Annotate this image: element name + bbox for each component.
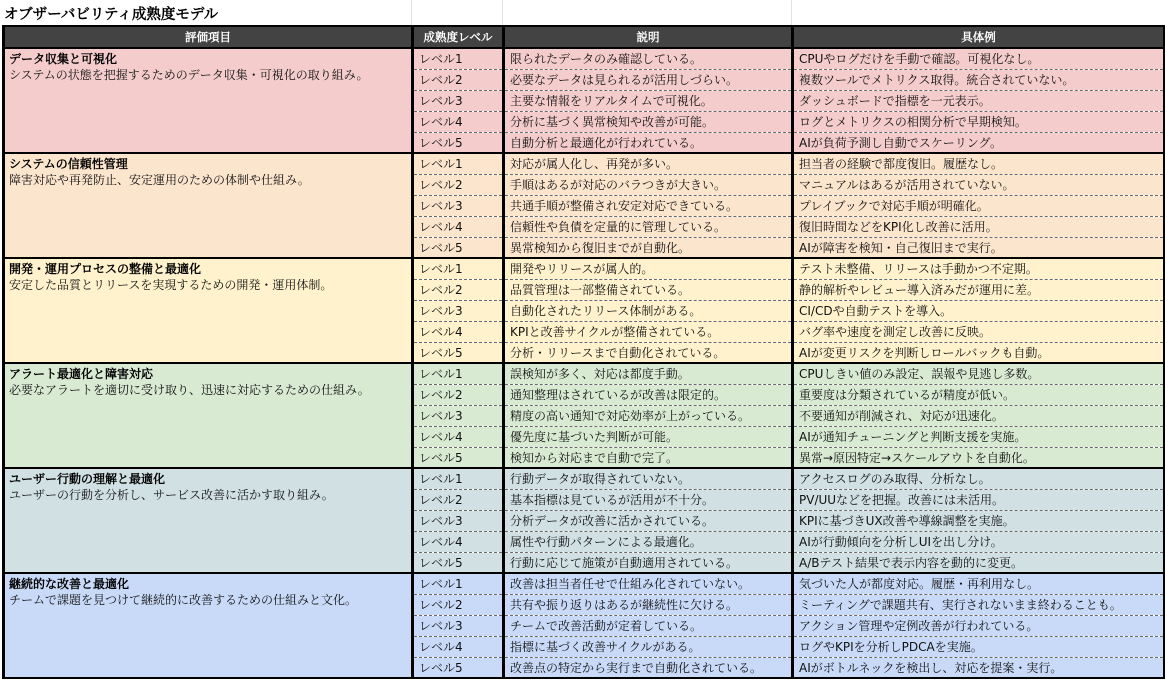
explanation-cell[interactable]: 自動化されたリリース体制がある。: [504, 300, 793, 321]
example-cell[interactable]: KPIに基づきUX改善や導線調整を実施。: [793, 510, 1165, 531]
evaluation-item-description: 障害対応や再発防止、安定運用のための体制や仕組み。: [9, 173, 310, 187]
explanation-cell[interactable]: 分析に基づく異常検知や改善が可能。: [504, 111, 793, 132]
header-example[interactable]: 具体例: [793, 26, 1165, 48]
level-cell[interactable]: レベル2: [413, 279, 504, 300]
table-row: [4, 468, 1165, 489]
level-cell[interactable]: レベル3: [413, 195, 504, 216]
level-cell[interactable]: レベル4: [413, 636, 504, 657]
evaluation-item-description: チームで課題を見つけて継続的に改善するための仕組みと文化。: [9, 593, 358, 607]
explanation-cell[interactable]: 異常検知から復旧までが自動化。: [504, 237, 793, 258]
example-cell[interactable]: 担当者の経験で都度復旧。履歴なし。: [793, 153, 1165, 174]
level-cell[interactable]: レベル1: [413, 363, 504, 384]
explanation-cell[interactable]: 分析データが改善に活かされている。: [504, 510, 793, 531]
evaluation-item-cell[interactable]: [4, 258, 413, 363]
example-cell[interactable]: マニュアルはあるが活用されていない。: [793, 174, 1165, 195]
explanation-cell[interactable]: 優先度に基づいた判断が可能。: [504, 426, 793, 447]
example-cell[interactable]: ダッシュボードで指標を一元表示。: [793, 90, 1165, 111]
example-cell[interactable]: 異常→原因特定→スケールアウトを自動化。: [793, 447, 1165, 468]
explanation-cell[interactable]: 行動に応じて施策が自動適用されている。: [504, 552, 793, 573]
table-body: [4, 48, 1165, 678]
example-cell[interactable]: ミーティングで課題共有、実行されないまま終わることも。: [793, 594, 1165, 615]
evaluation-item-cell[interactable]: [4, 573, 413, 678]
level-cell[interactable]: レベル1: [413, 48, 504, 69]
explanation-cell[interactable]: 検知から対応まで自動で完了。: [504, 447, 793, 468]
gridline: [791, 0, 792, 25]
example-cell[interactable]: CPUしきい値のみ設定、誤報や見逃し多数。: [793, 363, 1165, 384]
example-cell[interactable]: ログやKPIを分析しPDCAを実施。: [793, 636, 1165, 657]
level-cell[interactable]: レベル2: [413, 69, 504, 90]
evaluation-item-description: ユーザーの行動を分析し、サービス改善に活かす取り組み。: [9, 488, 334, 502]
explanation-cell[interactable]: 指標に基づく改善サイクルがある。: [504, 636, 793, 657]
explanation-cell[interactable]: 自動分析と最適化が行われている。: [504, 132, 793, 153]
explanation-cell[interactable]: 行動データが取得されていない。: [504, 468, 793, 489]
level-cell[interactable]: レベル3: [413, 405, 504, 426]
level-cell[interactable]: レベル1: [413, 573, 504, 594]
example-cell[interactable]: 複数ツールでメトリクス取得。統合されていない。: [793, 69, 1165, 90]
evaluation-item-description: 必要なアラートを適切に受け取り、迅速に対応するための仕組み。: [9, 383, 370, 397]
level-cell[interactable]: レベル3: [413, 615, 504, 636]
example-cell[interactable]: テスト未整備、リリースは手動かつ不定期。: [793, 258, 1165, 279]
explanation-cell[interactable]: 手順はあるが対応のバラつきが大きい。: [504, 174, 793, 195]
title-row: [0, 0, 1165, 25]
explanation-cell[interactable]: 共有や振り返りはあるが継続性に欠ける。: [504, 594, 793, 615]
level-cell[interactable]: レベル5: [413, 447, 504, 468]
example-cell[interactable]: CI/CDや自動テストを導入。: [793, 300, 1165, 321]
example-cell[interactable]: AIがボトルネックを検出し、対応を提案・実行。: [793, 657, 1165, 678]
example-cell[interactable]: 気づいた人が都度対応。履歴・再利用なし。: [793, 573, 1165, 594]
explanation-cell[interactable]: 開発やリリースが属人的。: [504, 258, 793, 279]
level-cell[interactable]: レベル5: [413, 657, 504, 678]
explanation-cell[interactable]: 限られたデータのみ確認している。: [504, 48, 793, 69]
evaluation-item-title: データ収集と可視化: [9, 52, 118, 66]
explanation-cell[interactable]: 主要な情報をリアルタイムで可視化。: [504, 90, 793, 111]
evaluation-item-description: 安定した品質とリリースを実現するための開発・運用体制。: [9, 278, 333, 292]
example-cell[interactable]: 復旧時間などをKPI化し改善に活用。: [793, 216, 1165, 237]
example-cell[interactable]: PV/UUなどを把握。改善には未活用。: [793, 489, 1165, 510]
level-cell[interactable]: レベル5: [413, 552, 504, 573]
example-cell[interactable]: アクション管理や定例改善が行われている。: [793, 615, 1165, 636]
example-cell[interactable]: AIが障害を検知・自己復旧まで実行。: [793, 237, 1165, 258]
level-cell[interactable]: レベル2: [413, 489, 504, 510]
example-cell[interactable]: ログとメトリクスの相関分析で早期検知。: [793, 111, 1165, 132]
level-cell[interactable]: レベル2: [413, 384, 504, 405]
explanation-cell[interactable]: 改善点の特定から実行まで自動化されている。: [504, 657, 793, 678]
evaluation-item-cell[interactable]: [4, 363, 413, 468]
explanation-cell[interactable]: 精度の高い通知で対応効率が上がっている。: [504, 405, 793, 426]
example-cell[interactable]: 重要度は分類されているが精度が低い。: [793, 384, 1165, 405]
level-cell[interactable]: レベル3: [413, 300, 504, 321]
table-row: [4, 48, 1165, 69]
explanation-cell[interactable]: 分析・リリースまで自動化されている。: [504, 342, 793, 363]
maturity-table: [2, 25, 1165, 679]
explanation-cell[interactable]: 改善は担当者任せで仕組み化されていない。: [504, 573, 793, 594]
level-cell[interactable]: レベル4: [413, 321, 504, 342]
explanation-cell[interactable]: チームで改善活動が定着している。: [504, 615, 793, 636]
level-cell[interactable]: レベル1: [413, 258, 504, 279]
level-cell[interactable]: レベル5: [413, 342, 504, 363]
example-cell[interactable]: AIが負荷予測し自動でスケーリング。: [793, 132, 1165, 153]
level-cell[interactable]: レベル4: [413, 426, 504, 447]
evaluation-item-cell[interactable]: [4, 153, 413, 258]
example-cell[interactable]: 不要通知が削減され、対応が迅速化。: [793, 405, 1165, 426]
example-cell[interactable]: アクセスログのみ取得、分析なし。: [793, 468, 1165, 489]
level-cell[interactable]: レベル2: [413, 594, 504, 615]
table-row: [4, 153, 1165, 174]
sheet-title[interactable]: オブザーバビリティ成熟度モデル: [4, 7, 219, 23]
level-cell[interactable]: レベル4: [413, 216, 504, 237]
evaluation-item-title: ユーザー行動の理解と最適化: [9, 472, 166, 486]
example-cell[interactable]: バグ率や速度を測定し改善に反映。: [793, 321, 1165, 342]
level-cell[interactable]: レベル4: [413, 111, 504, 132]
header-evaluation-item[interactable]: 評価項目: [4, 26, 413, 48]
header-maturity-level[interactable]: 成熟度レベル: [413, 26, 504, 48]
explanation-cell[interactable]: 品質管理は一部整備されている。: [504, 279, 793, 300]
explanation-cell[interactable]: 共通手順が整備され安定対応できている。: [504, 195, 793, 216]
header-row: [4, 26, 1165, 48]
example-cell[interactable]: AIが行動傾向を分析しUIを出し分け。: [793, 531, 1165, 552]
explanation-cell[interactable]: 属性や行動パターンによる最適化。: [504, 531, 793, 552]
evaluation-item-title: 継続的な改善と最適化: [9, 577, 130, 591]
level-cell[interactable]: レベル2: [413, 174, 504, 195]
evaluation-item-description: システムの状態を把握するためのデータ収集・可視化の取り組み。: [9, 68, 369, 82]
level-cell[interactable]: レベル1: [413, 468, 504, 489]
example-cell[interactable]: プレイブックで対応手順が明確化。: [793, 195, 1165, 216]
explanation-cell[interactable]: 必要なデータは見られるが活用しづらい。: [504, 69, 793, 90]
gridline: [502, 0, 503, 25]
evaluation-item-title: システムの信頼性管理: [9, 157, 128, 171]
level-cell[interactable]: レベル4: [413, 531, 504, 552]
explanation-cell[interactable]: 誤検知が多く、対応は都度手動。: [504, 363, 793, 384]
level-cell[interactable]: レベル3: [413, 510, 504, 531]
example-cell[interactable]: AIが通知チューニングと判断支援を実施。: [793, 426, 1165, 447]
evaluation-item-cell[interactable]: [4, 468, 413, 573]
gridline: [411, 0, 412, 25]
explanation-cell[interactable]: 対応が属人化し、再発が多い。: [504, 153, 793, 174]
example-cell[interactable]: CPUやログだけを手動で確認。可視化なし。: [793, 48, 1165, 69]
table-row: [4, 363, 1165, 384]
example-cell[interactable]: A/Bテスト結果で表示内容を動的に変更。: [793, 552, 1165, 573]
table-row: [4, 258, 1165, 279]
explanation-cell[interactable]: KPIと改善サイクルが整備されている。: [504, 321, 793, 342]
level-cell[interactable]: レベル3: [413, 90, 504, 111]
table-row: [4, 573, 1165, 594]
example-cell[interactable]: 静的解析やレビュー導入済みだが運用に差。: [793, 279, 1165, 300]
level-cell[interactable]: レベル5: [413, 132, 504, 153]
explanation-cell[interactable]: 通知整理はされているが改善は限定的。: [504, 384, 793, 405]
explanation-cell[interactable]: 信頼性や負債を定量的に管理している。: [504, 216, 793, 237]
example-cell[interactable]: AIが変更リスクを判断しロールバックも自動。: [793, 342, 1165, 363]
level-cell[interactable]: レベル1: [413, 153, 504, 174]
evaluation-item-cell[interactable]: [4, 48, 413, 153]
level-cell[interactable]: レベル5: [413, 237, 504, 258]
header-explanation[interactable]: 説明: [504, 26, 793, 48]
explanation-cell[interactable]: 基本指標は見ているが活用が不十分。: [504, 489, 793, 510]
evaluation-item-title: 開発・運用プロセスの整備と最適化: [9, 262, 202, 276]
evaluation-item-title: アラート最適化と障害対応: [9, 367, 154, 381]
